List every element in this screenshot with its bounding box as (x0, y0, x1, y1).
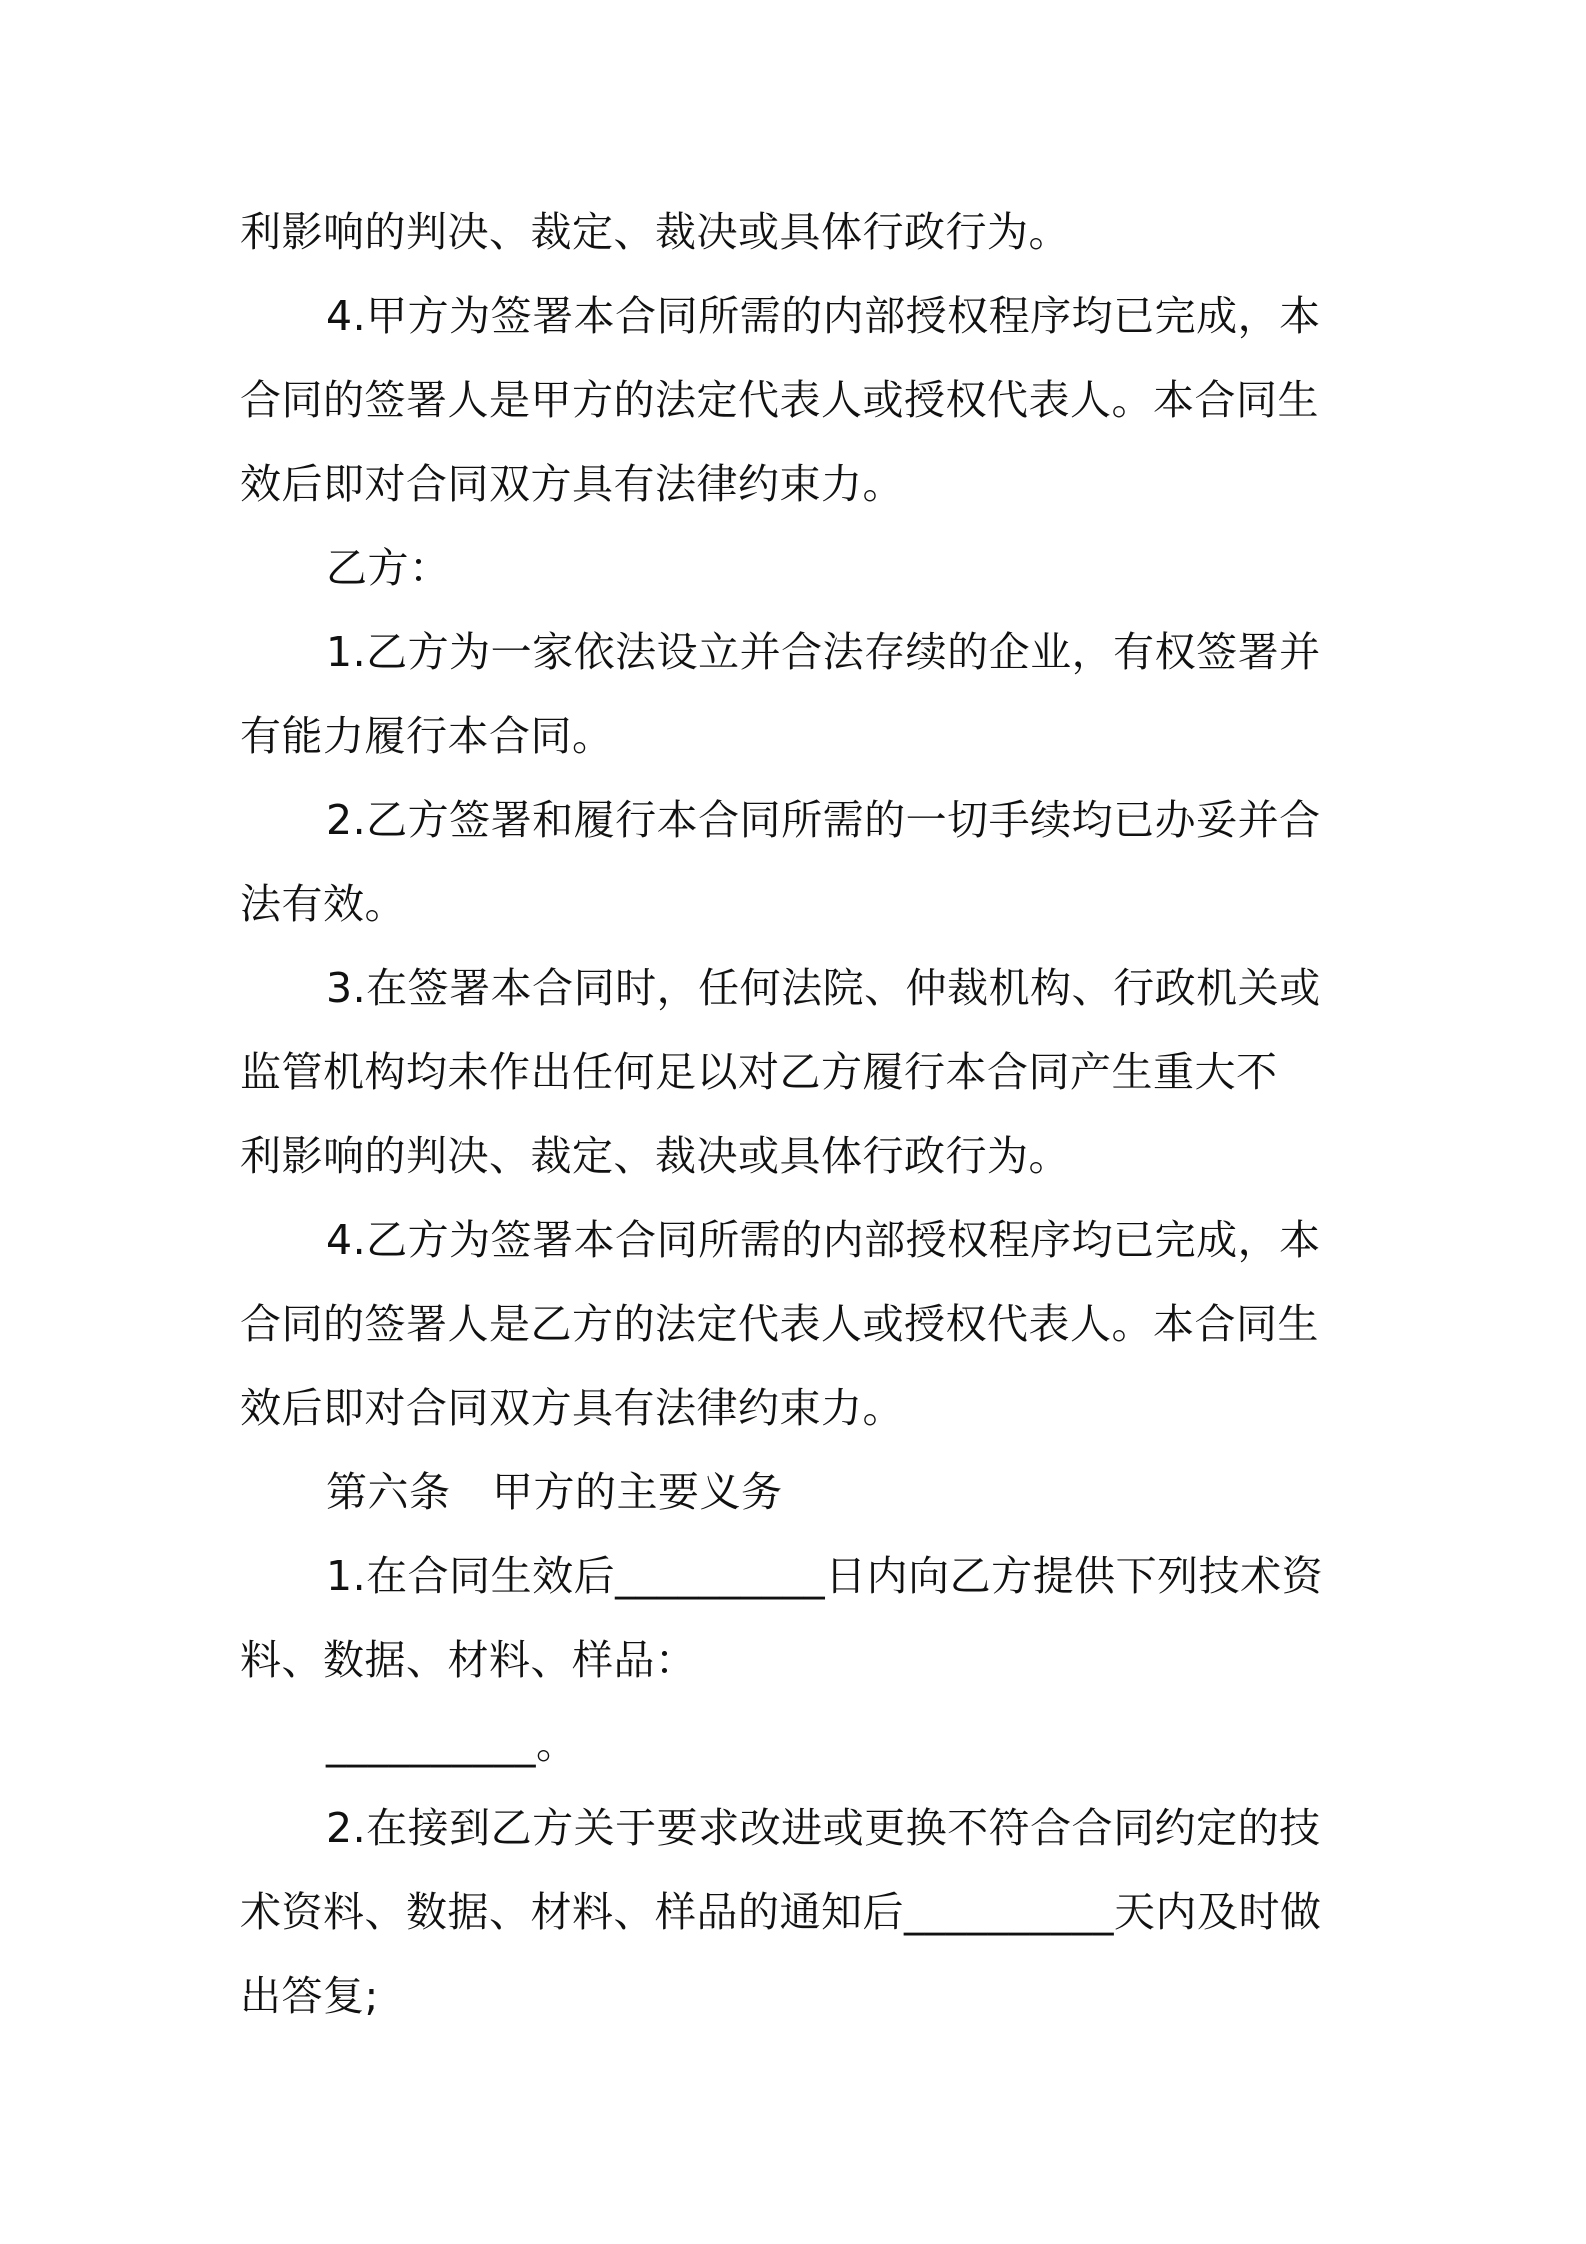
article-six-heading: 第六条 甲方的主要义务 (326, 1468, 783, 1516)
text-line-11: 监管机构均未作出任何足以对乙方履行本合同产生重大不 (240, 1048, 1278, 1096)
text-line-10: 3.在签署本合同时，任何法院、仲裁机构、行政机关或 (326, 964, 1321, 1012)
text-line-12: 利影响的判决、裁定、裁决或具体行政行为。 (240, 1132, 1070, 1180)
document-page (240, 190, 1360, 2038)
text-line-4: 效后即对合同双方具有法律约束力。 (240, 460, 904, 508)
text-line-7: 有能力履行本合同。 (240, 712, 614, 760)
text-line-22: 出答复; (240, 1972, 379, 2020)
text-line-8: 2.乙方签署和履行本合同所需的一切手续均已办妥并合 (326, 796, 1321, 844)
party-b-heading: 乙方： (326, 544, 451, 592)
text-line-14: 合同的签署人是乙方的法定代表人或授权代表人。本合同生 (240, 1300, 1319, 1348)
text-line-20: 2.在接到乙方关于要求改进或更换不符合合同约定的技 (326, 1804, 1321, 1852)
text-line-1: 利影响的判决、裁定、裁决或具体行政行为。 (240, 208, 1070, 256)
text-line-15: 效后即对合同双方具有法律约束力。 (240, 1384, 904, 1432)
text-line-9: 法有效。 (240, 880, 406, 928)
text-line-17: 1.在合同生效后__________日内向乙方提供下列技术资 (326, 1552, 1324, 1600)
text-line-2: 4.甲方为签署本合同所需的内部授权程序均已完成，本 (326, 292, 1321, 340)
text-line-21: 术资料、数据、材料、样品的通知后__________天内及时做 (240, 1888, 1322, 1936)
text-line-18: 料、数据、材料、样品： (240, 1636, 697, 1684)
text-line-13: 4.乙方为签署本合同所需的内部授权程序均已完成，本 (326, 1216, 1321, 1264)
blank-fill-line: __________。 (326, 1720, 578, 1768)
text-line-3: 合同的签署人是甲方的法定代表人或授权代表人。本合同生 (240, 376, 1319, 424)
text-line-6: 1.乙方为一家依法设立并合法存续的企业，有权签署并 (326, 628, 1321, 676)
